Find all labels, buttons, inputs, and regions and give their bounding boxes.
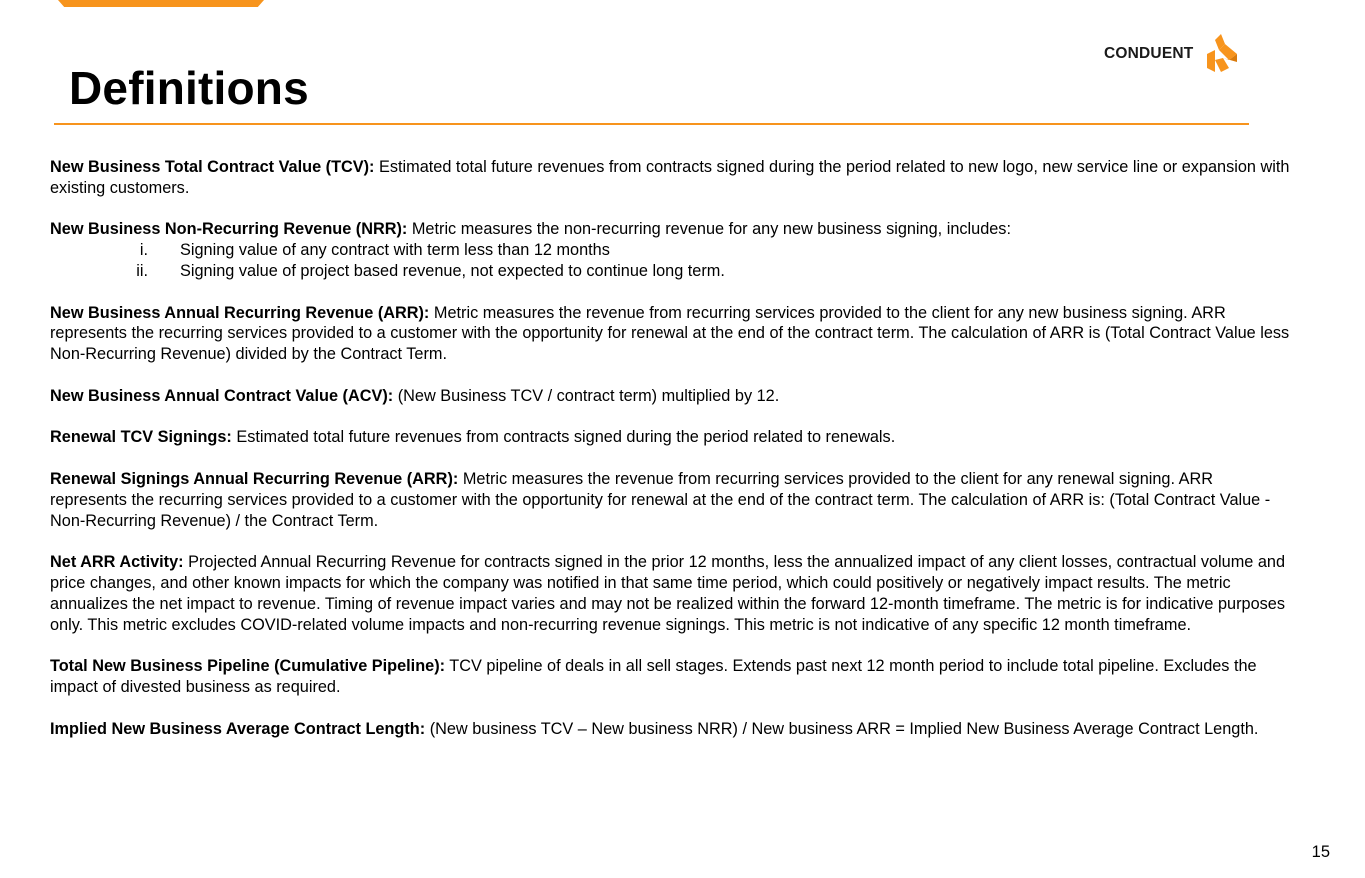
page-number: 15 [1311, 843, 1330, 861]
definition-text: Estimated total future revenues from contracts signed during the period related to new logo, new service line or expansion with existing customers. [50, 158, 1290, 197]
definition-net-arr [50, 552, 1290, 635]
definition-term: Net ARR Activity: [50, 553, 184, 572]
list-item-text: Signing value of project based revenue, not expected to continue long term. [180, 261, 725, 280]
definition-text: Metric measures the revenue from recurring services provided to the client for any renewal signing. ARR represents the recurring services provided to a customer with the opportunity for renewal at the end of the contract term. The calculation of ARR is: (Total Contract Value - Non-Recurring Revenue) / the Contract Term. [50, 469, 1271, 530]
list-item-text: Signing value of any contract with term less than 12 months [180, 241, 610, 260]
definition-text: Metric measures the non-recurring revenue for any new business signing, includes: [411, 220, 1011, 239]
definition-renewal-tcv [50, 427, 1290, 448]
conduent-logo-icon [1199, 34, 1239, 74]
logo-wordmark: CONDUENT [1104, 45, 1194, 62]
definition-term: Renewal TCV Signings: [50, 428, 232, 447]
list-item [50, 261, 1290, 282]
definition-term: New Business Annual Contract Value (ACV): [50, 386, 394, 405]
title-divider [54, 123, 1249, 125]
definition-term: New Business Non-Recurring Revenue (NRR): [50, 220, 408, 239]
definition-term: Implied New Business Average Contract Length: [50, 719, 426, 738]
list-marker: i. [139, 241, 148, 260]
definition-text: Metric measures the revenue from recurring services provided to the client for any new business signing. ARR represents the recurring services provided to a customer with the opportunity for renewal at the end of the contract term. The calculation of ARR is (Total Contract Value less Non-Recurring Revenue) divided by the Contract Term. [50, 303, 1290, 364]
top-accent-bar [58, 0, 264, 7]
definition-text: TCV pipeline of deals in all sell stages. Extends past next 12 month period to include total pipeline. Excludes the impact of divested business as required. [50, 657, 1257, 696]
definition-renewal-arr [50, 469, 1290, 531]
definition-nrr [50, 219, 1290, 281]
nrr-sublist [50, 240, 1290, 282]
definition-contract-length [50, 719, 1290, 740]
definitions-list [50, 157, 1290, 760]
list-item [50, 240, 1290, 261]
definition-text: Estimated total future revenues from contracts signed during the period related to renewals. [236, 428, 896, 447]
definition-term: Renewal Signings Annual Recurring Revenue (ARR): [50, 469, 459, 488]
definition-text: Projected Annual Recurring Revenue for contracts signed in the prior 12 months, less the annualized impact of any client losses, contractual volume and price changes, and other known impacts for which the company was notified in that same time period, which could positively or negatively impact results. The metric annualizes the net impact to revenue. Timing of revenue impact varies and may not be realized within the forward 12-month timeframe. The metric is for indicative purposes only. This metric excludes COVID-related volume impacts and non-recurring revenue signings. This metric is not indicative of any specific 12 month timeframe. [50, 553, 1286, 634]
definition-text: (New business TCV – New business NRR) / New business ARR = Implied New Business Average Contract Length. [429, 719, 1259, 738]
definition-acv [50, 386, 1290, 407]
definition-pipeline [50, 656, 1290, 698]
conduent-logo [1104, 34, 1239, 74]
definition-term: Total New Business Pipeline (Cumulative Pipeline): [50, 657, 446, 676]
definition-term: New Business Annual Recurring Revenue (ARR): [50, 303, 430, 322]
definition-text: (New Business TCV / contract term) multiplied by 12. [397, 386, 780, 405]
definition-term: New Business Total Contract Value (TCV): [50, 158, 375, 176]
definition-tcv [50, 157, 1290, 199]
definition-arr [50, 303, 1290, 365]
page-title: Definitions [69, 62, 309, 114]
list-marker: ii. [136, 261, 148, 280]
